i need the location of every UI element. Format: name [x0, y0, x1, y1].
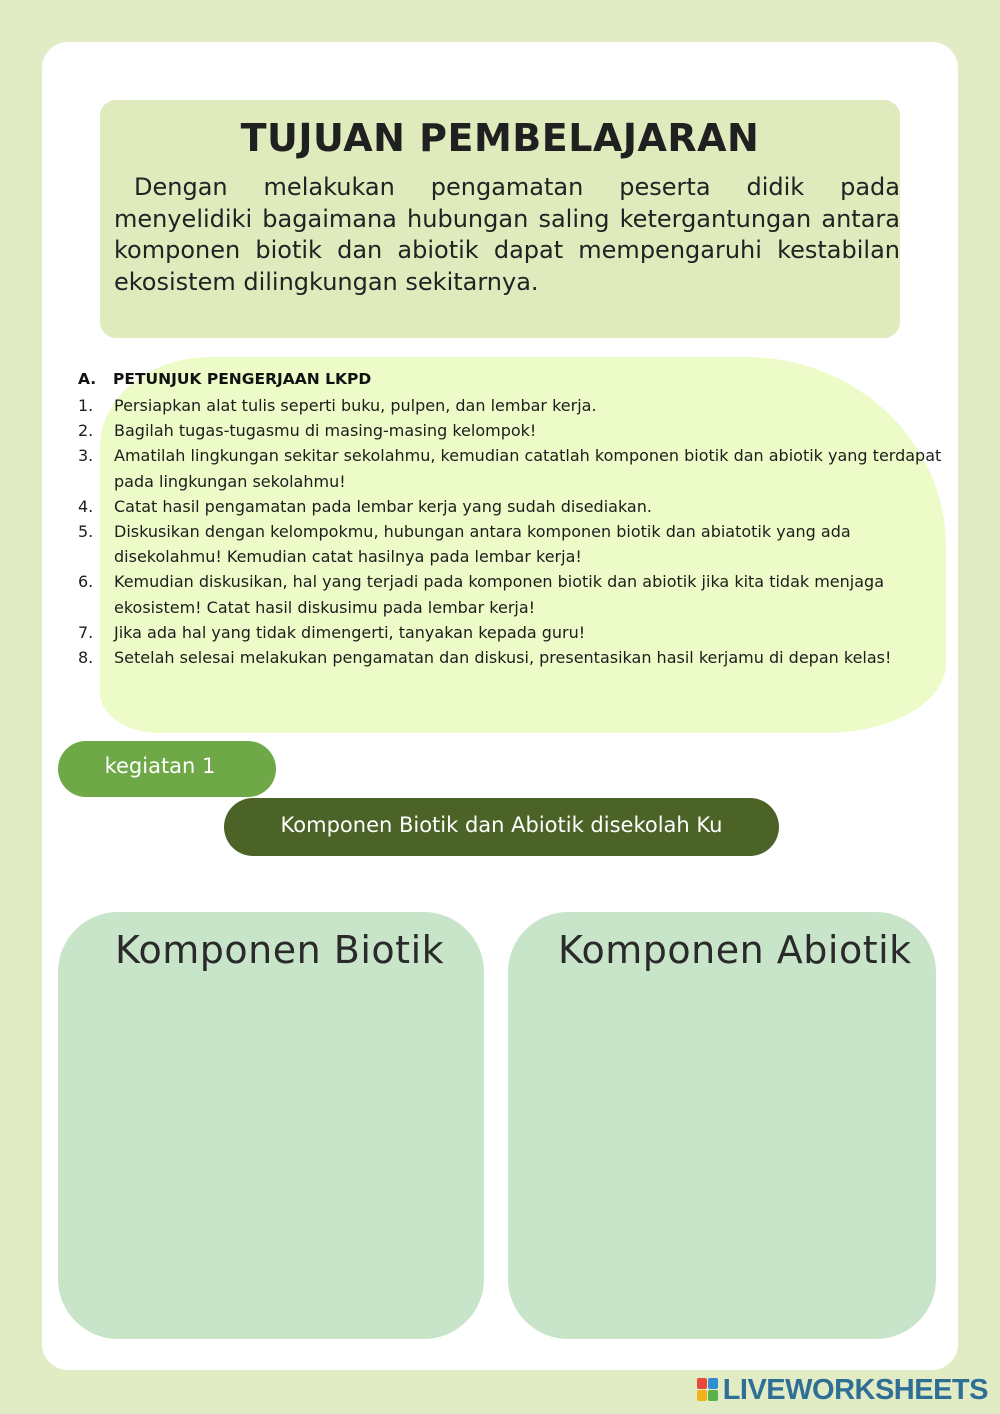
instruction-item: 7. Jika ada hal yang tidak dimengerti, tanyakan kepada guru!	[78, 622, 586, 642]
instruction-item: 5. Diskusikan dengan kelompokmu, hubungan antara komponen biotik dan abiatotik yang ada disekolahmu! Kemudian catat hasilnya pada lembar kerja!	[78, 522, 851, 567]
instruction-item: 4. Catat hasil pengamatan pada lembar kerja yang sudah disediakan.	[78, 496, 652, 516]
instructions-heading-number: A.	[78, 370, 97, 388]
liveworksheets-brand[interactable]	[697, 1372, 988, 1408]
instructions-heading	[78, 370, 371, 388]
instruction-item: 6. Kemudian diskusikan, hal yang terjadi pada komponen biotik dan abiotik jika kita tidak menjaga ekosistem! Catat hasil diskusimu pada lembar kerja!	[78, 572, 884, 617]
instructions-heading-text: PETUNJUK PENGERJAAN LKPD	[113, 370, 372, 388]
activity-topic-pill: Komponen Biotik dan Abiotik disekolah Ku	[224, 798, 779, 856]
learning-goal-title: TUJUAN PEMBELAJARAN	[240, 116, 760, 160]
instruction-item: 8. Setelah selesai melakukan pengamatan dan diskusi, presentasikan hasil kerjamu di depan kelas!	[78, 648, 892, 668]
activity-label-pill: kegiatan 1	[58, 741, 276, 797]
instruction-item: 3. Amatilah lingkungan sekitar sekolahmu, kemudian catatlah komponen biotik dan abiotik yang terdapat pada lingkungan sekolahmu!	[78, 446, 942, 491]
liveworksheets-logo-icon	[697, 1378, 719, 1402]
instruction-item: 2. Bagilah tugas-tugasmu di masing-masing kelompok!	[78, 421, 537, 441]
abiotik-title: Komponen Abiotik	[558, 928, 912, 972]
instruction-item: 1. Persiapkan alat tulis seperti buku, pulpen, dan lembar kerja.	[78, 396, 597, 415]
biotik-title: Komponen Biotik	[115, 928, 445, 972]
abiotik-answer-box[interactable]	[508, 912, 936, 1339]
instructions-list	[78, 393, 950, 670]
biotik-answer-box[interactable]	[58, 912, 484, 1339]
learning-goal-text: Dengan melakukan pengamatan peserta didik pada menyelidiki bagaimana hubungan saling ketergantungan antara komponen biotik dan abiotik dapat mempengaruhi kestabilan ekosistem dilingkungan sekitarnya.	[114, 173, 900, 296]
liveworksheets-wordmark: LIVEWORKSHEETS	[722, 1373, 988, 1406]
